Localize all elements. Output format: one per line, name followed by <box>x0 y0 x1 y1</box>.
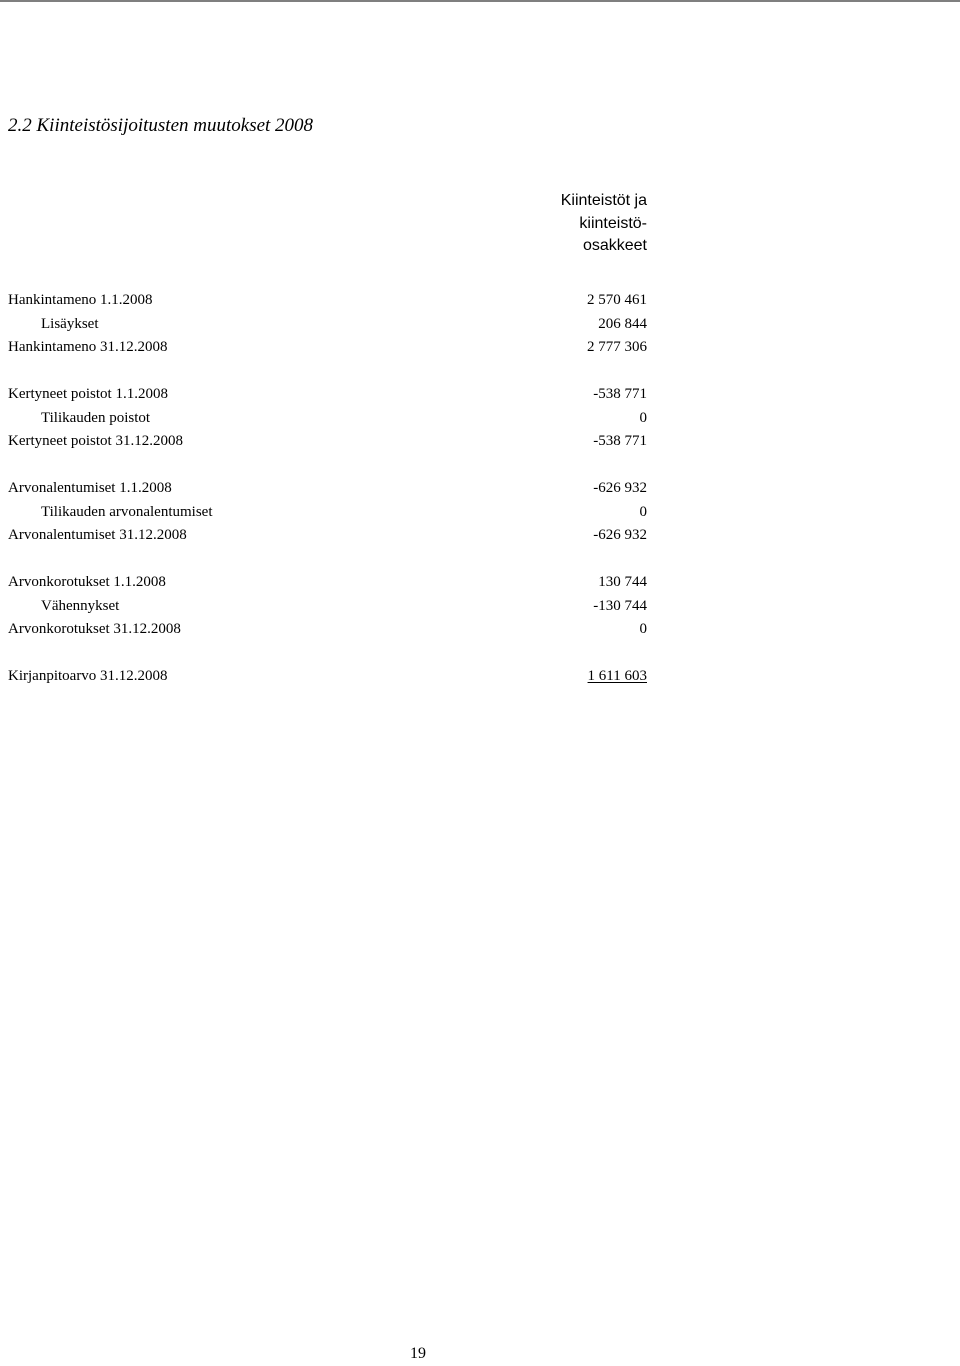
row-label: Lisäykset <box>41 316 99 332</box>
row-value: 2 570 461 <box>587 292 647 308</box>
row-label: Arvonalentumiset 1.1.2008 <box>8 480 172 496</box>
row-label: Kirjanpitoarvo 31.12.2008 <box>8 668 168 684</box>
row-value-total: 1 611 603 <box>587 668 647 684</box>
row-value: 130 744 <box>598 574 647 590</box>
table-row <box>0 523 960 547</box>
row-value: -130 744 <box>593 598 647 614</box>
table-row <box>0 335 960 359</box>
row-value: 0 <box>639 504 647 520</box>
row-label: Hankintameno 31.12.2008 <box>8 339 168 355</box>
page-number: 19 <box>410 1345 426 1362</box>
table-row <box>0 429 960 453</box>
table-row <box>0 406 960 430</box>
row-label: Kertyneet poistot 31.12.2008 <box>8 433 183 449</box>
table-row <box>0 500 960 524</box>
row-value: 206 844 <box>598 316 647 332</box>
row-value: -538 771 <box>593 386 647 402</box>
row-value: 0 <box>639 621 647 637</box>
column-header <box>487 190 647 258</box>
row-label: Vähennykset <box>41 598 120 614</box>
row-label: Arvonalentumiset 31.12.2008 <box>8 527 187 543</box>
section-heading: 2.2 Kiinteistösijoitusten muutokset 2008 <box>8 115 314 136</box>
table-row <box>0 312 960 336</box>
row-label: Kertyneet poistot 1.1.2008 <box>8 386 168 402</box>
table-row <box>0 288 960 312</box>
table-row <box>0 570 960 594</box>
row-value: -538 771 <box>593 433 647 449</box>
table-row <box>0 382 960 406</box>
column-header-line: Kiinteistöt ja <box>560 192 647 209</box>
table-row <box>0 617 960 641</box>
row-label: Arvonkorotukset 31.12.2008 <box>8 621 181 637</box>
row-value: -626 932 <box>593 527 647 543</box>
table-row <box>0 594 960 618</box>
row-label: Hankintameno 1.1.2008 <box>8 292 153 308</box>
top-rule <box>0 0 960 2</box>
row-value: -626 932 <box>593 480 647 496</box>
row-value: 0 <box>639 410 647 426</box>
row-label: Arvonkorotukset 1.1.2008 <box>8 574 166 590</box>
column-header-line: kiinteistö- <box>579 214 647 232</box>
table-row <box>0 476 960 500</box>
row-label: Tilikauden poistot <box>41 410 151 426</box>
row-label: Tilikauden arvonalentumiset <box>41 504 213 520</box>
column-header-line: osakkeet <box>582 237 647 254</box>
row-value: 2 777 306 <box>587 339 647 355</box>
table-row-total <box>0 664 960 688</box>
